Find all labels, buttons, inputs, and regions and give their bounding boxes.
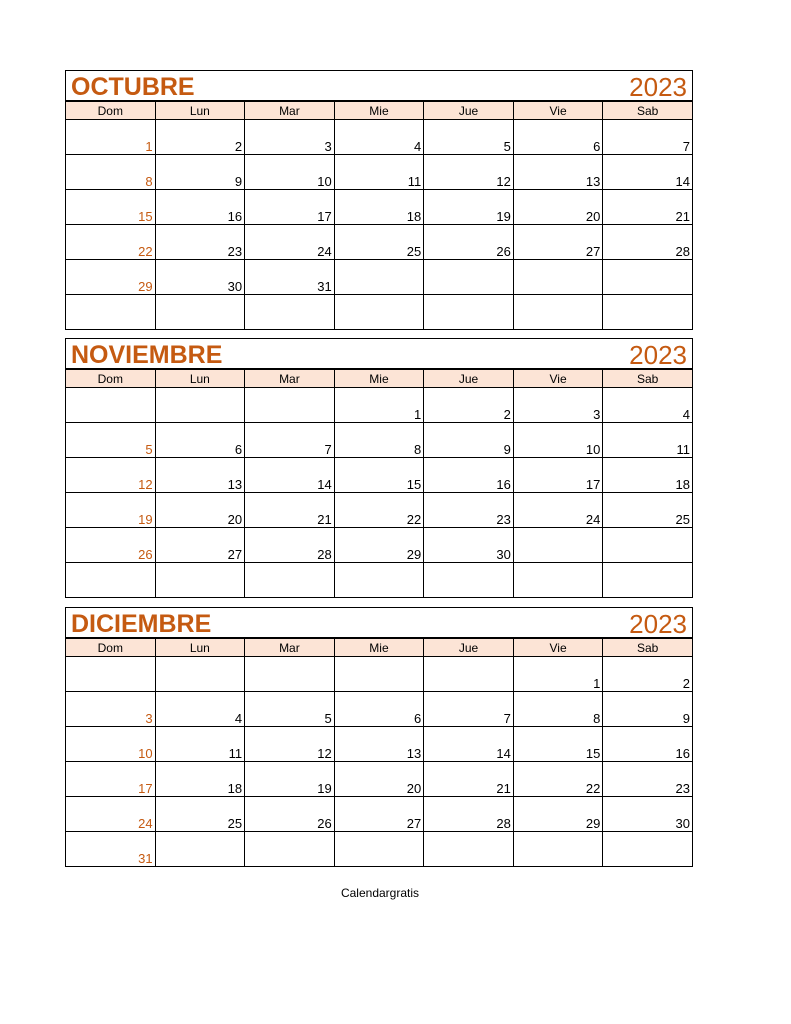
day-cell: 19 <box>424 190 514 225</box>
weekday-header: Lun <box>155 639 245 657</box>
month-name: DICIEMBRE <box>71 610 212 638</box>
day-cell: 2 <box>155 120 245 155</box>
day-cell <box>66 563 156 598</box>
day-cell: 19 <box>66 493 156 528</box>
weekday-header: Dom <box>66 102 156 120</box>
day-cell: 30 <box>155 260 245 295</box>
day-cell: 8 <box>66 155 156 190</box>
weekday-row <box>66 102 693 120</box>
day-cell: 2 <box>603 657 693 692</box>
day-cell: 18 <box>155 762 245 797</box>
day-cell: 23 <box>603 762 693 797</box>
day-cell: 11 <box>334 155 424 190</box>
day-cell: 6 <box>513 120 603 155</box>
day-cell: 28 <box>603 225 693 260</box>
day-cell: 29 <box>66 260 156 295</box>
day-cell: 27 <box>334 797 424 832</box>
week-row <box>66 727 693 762</box>
week-row <box>66 832 693 867</box>
day-cell: 16 <box>155 190 245 225</box>
day-cell <box>603 260 693 295</box>
day-cell <box>424 295 514 330</box>
day-cell: 18 <box>603 458 693 493</box>
day-cell: 28 <box>245 528 335 563</box>
day-cell: 23 <box>155 225 245 260</box>
day-cell <box>603 528 693 563</box>
day-cell: 4 <box>334 120 424 155</box>
day-cell <box>603 563 693 598</box>
weekday-header: Jue <box>424 102 514 120</box>
day-cell <box>155 388 245 423</box>
day-cell: 12 <box>245 727 335 762</box>
weekday-header: Mie <box>334 639 424 657</box>
week-row <box>66 458 693 493</box>
day-cell <box>603 832 693 867</box>
day-cell <box>334 295 424 330</box>
day-cell: 3 <box>245 120 335 155</box>
day-cell: 14 <box>424 727 514 762</box>
day-cell <box>66 657 156 692</box>
day-cell <box>66 295 156 330</box>
day-cell: 1 <box>66 120 156 155</box>
day-cell <box>513 295 603 330</box>
weekday-header: Vie <box>513 102 603 120</box>
day-cell: 22 <box>513 762 603 797</box>
day-cell: 23 <box>424 493 514 528</box>
day-cell: 7 <box>603 120 693 155</box>
day-cell: 25 <box>155 797 245 832</box>
week-row <box>66 762 693 797</box>
day-cell <box>513 563 603 598</box>
month-grid <box>65 101 693 330</box>
week-row <box>66 260 693 295</box>
weekday-header: Sab <box>603 370 693 388</box>
day-cell: 26 <box>66 528 156 563</box>
day-cell: 16 <box>424 458 514 493</box>
day-cell <box>155 563 245 598</box>
day-cell: 7 <box>245 423 335 458</box>
day-cell <box>155 832 245 867</box>
day-cell: 28 <box>424 797 514 832</box>
weekday-header: Vie <box>513 370 603 388</box>
day-cell: 27 <box>155 528 245 563</box>
day-cell <box>424 563 514 598</box>
weekday-header: Mar <box>245 370 335 388</box>
day-cell: 5 <box>66 423 156 458</box>
day-cell <box>334 657 424 692</box>
day-cell: 31 <box>66 832 156 867</box>
month-name: OCTUBRE <box>71 73 195 101</box>
day-cell: 1 <box>513 657 603 692</box>
day-cell: 20 <box>155 493 245 528</box>
calendar-november <box>65 338 693 598</box>
day-cell: 29 <box>334 528 424 563</box>
day-cell: 19 <box>245 762 335 797</box>
day-cell <box>334 563 424 598</box>
month-header <box>65 607 693 638</box>
day-cell: 6 <box>155 423 245 458</box>
day-cell: 9 <box>603 692 693 727</box>
day-cell: 17 <box>513 458 603 493</box>
weekday-row <box>66 639 693 657</box>
week-row <box>66 528 693 563</box>
day-cell: 11 <box>603 423 693 458</box>
day-cell <box>603 295 693 330</box>
week-row <box>66 423 693 458</box>
day-cell: 21 <box>245 493 335 528</box>
day-cell: 22 <box>66 225 156 260</box>
day-cell <box>245 388 335 423</box>
day-cell: 10 <box>66 727 156 762</box>
day-cell: 11 <box>155 727 245 762</box>
day-cell: 6 <box>334 692 424 727</box>
day-cell: 1 <box>334 388 424 423</box>
year-label: 2023 <box>629 72 687 102</box>
day-cell: 22 <box>334 493 424 528</box>
day-cell: 9 <box>424 423 514 458</box>
day-cell <box>334 260 424 295</box>
day-cell: 18 <box>334 190 424 225</box>
day-cell: 21 <box>424 762 514 797</box>
day-cell <box>424 260 514 295</box>
weekday-header: Mar <box>245 639 335 657</box>
day-cell: 4 <box>603 388 693 423</box>
day-cell <box>334 832 424 867</box>
day-cell <box>66 388 156 423</box>
week-row <box>66 563 693 598</box>
weekday-header: Mie <box>334 370 424 388</box>
day-cell: 25 <box>603 493 693 528</box>
day-cell: 12 <box>424 155 514 190</box>
day-cell <box>245 295 335 330</box>
calendar-december <box>65 607 693 867</box>
month-header <box>65 70 693 101</box>
day-cell: 10 <box>513 423 603 458</box>
day-cell: 15 <box>334 458 424 493</box>
day-cell: 13 <box>513 155 603 190</box>
month-header <box>65 338 693 369</box>
day-cell: 27 <box>513 225 603 260</box>
week-row <box>66 657 693 692</box>
day-cell: 5 <box>424 120 514 155</box>
day-cell: 14 <box>245 458 335 493</box>
day-cell <box>513 528 603 563</box>
day-cell: 8 <box>334 423 424 458</box>
footer-credit: Calendargratis <box>340 886 420 900</box>
day-cell <box>424 657 514 692</box>
month-grid <box>65 638 693 867</box>
day-cell: 7 <box>424 692 514 727</box>
day-cell: 30 <box>424 528 514 563</box>
day-cell <box>513 260 603 295</box>
weeks-body <box>66 657 693 867</box>
weekday-header: Mar <box>245 102 335 120</box>
weekday-header: Lun <box>155 370 245 388</box>
day-cell <box>424 832 514 867</box>
day-cell: 5 <box>245 692 335 727</box>
day-cell: 3 <box>513 388 603 423</box>
weekday-header: Sab <box>603 639 693 657</box>
day-cell: 15 <box>513 727 603 762</box>
day-cell: 26 <box>424 225 514 260</box>
weekday-header: Jue <box>424 639 514 657</box>
day-cell: 15 <box>66 190 156 225</box>
day-cell: 20 <box>334 762 424 797</box>
week-row <box>66 692 693 727</box>
weekday-header: Dom <box>66 639 156 657</box>
day-cell: 2 <box>424 388 514 423</box>
day-cell <box>245 563 335 598</box>
week-row <box>66 493 693 528</box>
day-cell: 24 <box>513 493 603 528</box>
year-label: 2023 <box>629 609 687 639</box>
weekday-header: Mie <box>334 102 424 120</box>
week-row <box>66 190 693 225</box>
day-cell: 24 <box>245 225 335 260</box>
day-cell <box>513 832 603 867</box>
day-cell: 13 <box>155 458 245 493</box>
day-cell: 21 <box>603 190 693 225</box>
day-cell: 9 <box>155 155 245 190</box>
day-cell: 29 <box>513 797 603 832</box>
day-cell: 3 <box>66 692 156 727</box>
weekday-row <box>66 370 693 388</box>
week-row <box>66 388 693 423</box>
day-cell: 24 <box>66 797 156 832</box>
weekday-header: Lun <box>155 102 245 120</box>
day-cell: 17 <box>66 762 156 797</box>
weekday-header: Sab <box>603 102 693 120</box>
day-cell: 17 <box>245 190 335 225</box>
day-cell: 25 <box>334 225 424 260</box>
week-row <box>66 225 693 260</box>
weekday-header: Dom <box>66 370 156 388</box>
calendar-october <box>65 70 693 330</box>
weekday-header: Jue <box>424 370 514 388</box>
day-cell <box>245 832 335 867</box>
year-label: 2023 <box>629 340 687 370</box>
day-cell: 10 <box>245 155 335 190</box>
day-cell: 14 <box>603 155 693 190</box>
day-cell: 26 <box>245 797 335 832</box>
day-cell: 12 <box>66 458 156 493</box>
day-cell: 4 <box>155 692 245 727</box>
day-cell <box>155 295 245 330</box>
day-cell: 8 <box>513 692 603 727</box>
day-cell <box>155 657 245 692</box>
week-row <box>66 295 693 330</box>
week-row <box>66 155 693 190</box>
day-cell: 20 <box>513 190 603 225</box>
weekday-header: Vie <box>513 639 603 657</box>
day-cell: 13 <box>334 727 424 762</box>
month-grid <box>65 369 693 598</box>
day-cell: 16 <box>603 727 693 762</box>
weeks-body <box>66 388 693 598</box>
month-name: NOVIEMBRE <box>71 341 223 369</box>
day-cell: 30 <box>603 797 693 832</box>
day-cell: 31 <box>245 260 335 295</box>
day-cell <box>245 657 335 692</box>
week-row <box>66 797 693 832</box>
week-row <box>66 120 693 155</box>
weeks-body <box>66 120 693 330</box>
